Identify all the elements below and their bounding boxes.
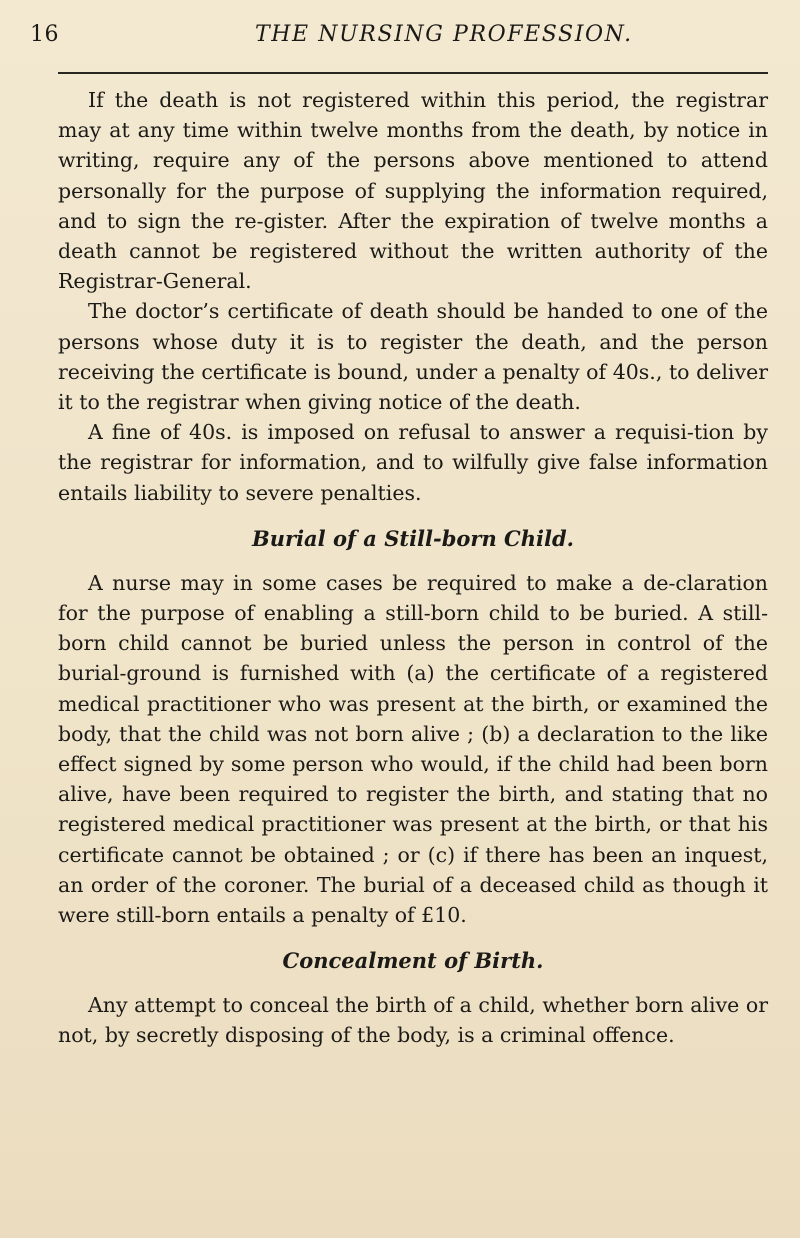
section-heading-still-born: Burial of a Still-born Child. — [251, 525, 574, 551]
header-rule — [58, 72, 768, 74]
running-head — [0, 18, 800, 48]
paragraph-registration-period: If the death is not registered within this period, the registrar may at any time within twelve months from the death, by notice in writing, require any of the persons above mentioned to attend personally for the purpose of supplying the information required, and to sign the re-gister. After the expiration of twelve months a death cannot be registered without the written authority of the Registrar-General. — [58, 88, 768, 294]
paragraph-doctors-certificate: The doctor’s certificate of death should be handed to one of the persons whose duty it is to register the death, and the person receiving the certificate is bound, under a penalty of 40s., to deliver it to the registrar when giving notice of the death. — [58, 299, 768, 415]
page-number: 16 — [30, 22, 59, 47]
running-title: THE NURSING PROFESSION. — [255, 22, 633, 47]
body-text — [58, 85, 768, 1051]
paragraph-fine: A fine of 40s. is imposed on refusal to answer a requisi-tion by the registrar for information, and to wilfully give false information entails liability to severe penalties. — [58, 420, 768, 505]
paragraph-concealment: Any attempt to conceal the birth of a child, whether born alive or not, by secretly disposing of the body, is a criminal offence. — [58, 993, 768, 1048]
paragraph-still-born-burial: A nurse may in some cases be required to make a de-claration for the purpose of enabling a still-born child to be buried. A still-born child cannot be buried unless the person in control of the burial-ground is furnished with (a) the certificate of a registered medical practitioner who was present at the birth, or examined the body, that the child was not born alive ; (b) a declaration to the like effect signed by some person who would, if the child had been born alive, have been required to register the birth, and stating that no registered medical practitioner was present at the birth, or that his certificate cannot be obtained ; or (c) if there has been an inquest, an order of the coroner. The burial of a deceased child as though it were still-born entails a penalty of £10. — [58, 570, 768, 928]
section-heading-concealment: Concealment of Birth. — [282, 948, 544, 974]
